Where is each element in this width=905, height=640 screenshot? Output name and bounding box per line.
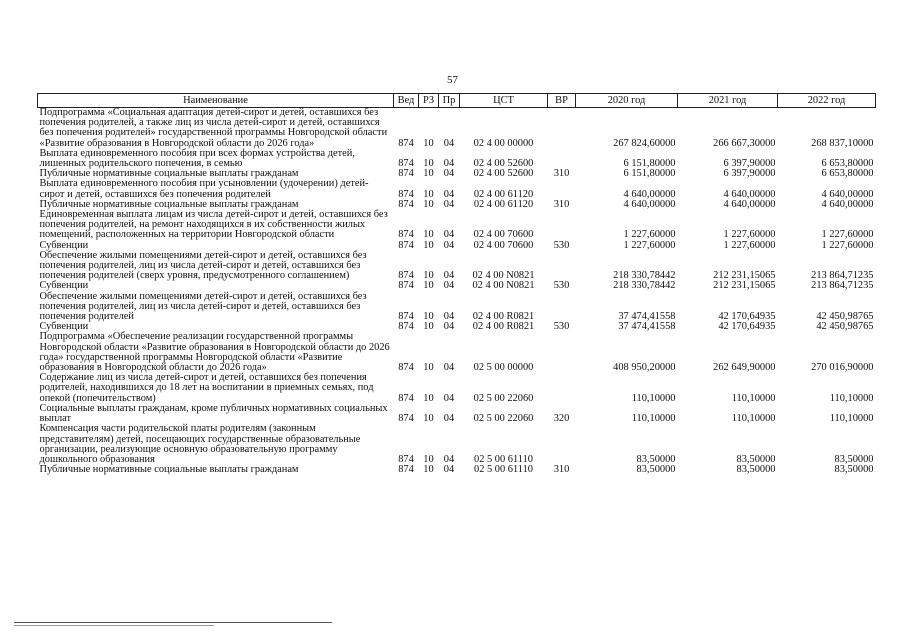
cell-name: Выплата единовременного пособия при усыновлении (удочерении) детей-сирот и детей, оставшихся без попечения родителей	[39, 178, 369, 200]
cell-name: Социальные выплаты гражданам, кроме публичных нормативных социальных выплат	[39, 402, 388, 425]
cell-rz: 10	[423, 188, 434, 200]
cell-vr: 310	[553, 168, 570, 180]
cell-ved: 874	[398, 270, 414, 282]
cell-pr: 04	[443, 280, 455, 292]
cell-pr: 04	[443, 188, 455, 200]
cell-vr: 320	[553, 413, 570, 425]
table-header-row	[38, 94, 876, 108]
cell-2020: 110,10000	[631, 392, 676, 404]
cell-2021: 1 227,60000	[723, 239, 776, 251]
header-name: Наименование	[38, 94, 394, 108]
cell-name: Компенсация части родительской платы родителям (законным представителям) детей, посещающих государственные образовательные организации, реализующие основную образовательную программу дошкольного образования	[39, 423, 361, 465]
cell-name: Субвенции	[39, 321, 89, 333]
cell-rz: 10	[423, 168, 434, 180]
cell-ved: 874	[398, 168, 414, 180]
cell-vr	[548, 292, 576, 323]
cell-2022: 83,50000	[834, 453, 874, 465]
cell-name: Публичные нормативные социальные выплаты гражданам	[39, 168, 299, 180]
cell-cst: 02 5 00 22060	[473, 392, 534, 404]
header-2020: 2020 год	[576, 94, 678, 108]
cell-rz: 10	[423, 453, 434, 465]
cell-2021: 1 227,60000	[723, 229, 776, 241]
cell-2021: 110,10000	[731, 413, 776, 425]
cell-ved: 874	[398, 413, 414, 425]
cell-vr: 530	[553, 239, 570, 251]
cell-2021: 212 231,15065	[713, 270, 776, 282]
cell-rz: 10	[423, 280, 434, 292]
cell-2021: 6 397,90000	[723, 168, 776, 180]
cell-vr	[548, 332, 576, 373]
cell-cst: 02 4 00 52600	[473, 158, 534, 170]
table-row	[38, 465, 876, 475]
cell-rz: 10	[423, 464, 434, 476]
cell-cst: 02 5 00 00000	[473, 362, 534, 374]
cell-pr: 04	[443, 464, 455, 476]
cell-rz: 10	[423, 321, 434, 333]
cell-name: Субвенции	[39, 239, 89, 251]
table-row	[38, 424, 876, 465]
table-row	[38, 292, 876, 323]
table-row	[38, 179, 876, 199]
cell-2021: 212 231,15065	[713, 280, 776, 292]
cell-cst: 02 5 00 61110	[474, 453, 533, 465]
cell-name: Выплата единовременного пособия при всех формах устройства детей, лишенных родительского попечения, в семью	[39, 147, 355, 170]
cell-name: Субвенции	[39, 280, 89, 292]
cell-2022: 6 653,80000	[821, 168, 874, 180]
cell-name: Единовременная выплата лицам из числа детей-сирот и детей, оставшихся без попечения родителей, на ремонт находящихся в их собственности жилых помещений, расположенных на территории Новгородской области	[39, 209, 388, 241]
cell-2020: 83,50000	[636, 464, 676, 476]
page-number: 57	[447, 74, 458, 86]
cell-cst: 02 4 00 R0821	[472, 321, 535, 333]
cell-2022: 270 016,90000	[811, 362, 874, 374]
header-cst: ЦСТ	[460, 94, 548, 108]
cell-ved: 874	[398, 280, 414, 292]
cell-name: Подпрограмма «Обеспечение реализации государственной программы Новгородской области «Развитие образования в Новгородской области до 2026 года» государственной программы Новгородской области «Развитие образования в Новгородской области до 2026 года»	[39, 331, 390, 374]
cell-2022: 6 653,80000	[821, 158, 874, 170]
cell-vr	[548, 149, 576, 169]
table-row	[38, 373, 876, 404]
cell-2020: 1 227,60000	[623, 229, 676, 241]
table-row	[38, 149, 876, 169]
cell-2020: 267 824,60000	[613, 137, 676, 149]
cell-pr: 04	[443, 229, 455, 241]
cell-2021: 262 649,90000	[713, 362, 776, 374]
cell-rz: 10	[423, 270, 434, 282]
cell-pr: 04	[443, 198, 455, 210]
cell-2021: 110,10000	[731, 392, 776, 404]
cell-2020: 83,50000	[636, 453, 676, 465]
cell-2022: 268 837,10000	[811, 137, 874, 149]
cell-cst: 02 4 00 61120	[473, 198, 534, 210]
cell-name: Публичные нормативные социальные выплаты гражданам	[39, 198, 299, 210]
cell-2022: 4 640,00000	[821, 188, 874, 200]
cell-rz: 10	[423, 413, 434, 425]
cell-2022: 42 450,98765	[816, 321, 874, 333]
cell-2021: 42 170,64935	[718, 321, 776, 333]
cell-ved: 874	[398, 321, 414, 333]
cell-vr	[548, 251, 576, 282]
cell-2021: 4 640,00000	[723, 198, 776, 210]
cell-pr: 04	[443, 158, 455, 170]
header-pr: Пр	[439, 94, 460, 108]
cell-2022: 110,10000	[829, 413, 874, 425]
cell-pr: 04	[443, 413, 455, 425]
cell-vr	[548, 108, 576, 149]
cell-vr	[548, 424, 576, 465]
cell-2020: 37 474,41558	[618, 321, 676, 333]
cell-2022: 42 450,98765	[816, 311, 874, 323]
cell-cst: 02 4 00 61120	[473, 188, 534, 200]
cell-pr: 04	[443, 239, 455, 251]
table-body	[38, 108, 876, 476]
cell-rz: 10	[423, 239, 434, 251]
cell-ved: 874	[398, 239, 414, 251]
cell-2020: 218 330,78442	[613, 270, 676, 282]
header-2022: 2022 год	[778, 94, 876, 108]
cell-2021: 83,50000	[736, 453, 776, 465]
header-2021: 2021 год	[678, 94, 778, 108]
cell-name: Содержание лиц из числа детей-сирот и детей, оставшихся без попечения родителей, находившихся до 18 лет на воспитании в приемных семьях, под опекой (попечительством)	[39, 372, 374, 404]
cell-ved: 874	[398, 453, 414, 465]
cell-pr: 04	[443, 311, 455, 323]
cell-2020: 4 640,00000	[623, 198, 676, 210]
cell-2020: 6 151,80000	[623, 168, 676, 180]
cell-2022: 213 864,71235	[811, 270, 874, 282]
cell-ved: 874	[398, 311, 414, 323]
table-row	[38, 332, 876, 373]
cell-vr: 530	[553, 321, 570, 333]
cell-pr: 04	[443, 168, 455, 180]
cell-2021: 266 667,30000	[713, 137, 776, 149]
cell-ved: 874	[398, 158, 414, 170]
header-rz: РЗ	[419, 94, 439, 108]
cell-pr: 04	[443, 362, 455, 374]
cell-2020: 110,10000	[631, 413, 676, 425]
cell-ved: 874	[398, 198, 414, 210]
cell-2022: 83,50000	[834, 464, 874, 476]
cell-2020: 37 474,41558	[618, 311, 676, 323]
cell-name: Обеспечение жилыми помещениями детей-сирот и детей, оставшихся без попечения родителей, лиц из числа детей-сирот и детей, оставшихся без попечения родителей (сверх уровня, предусмотренного соглашением)	[39, 249, 367, 282]
cell-pr: 04	[443, 321, 455, 333]
header-ved: Вед	[394, 94, 419, 108]
cell-rz: 10	[423, 158, 434, 170]
cell-vr: 530	[553, 280, 570, 292]
cell-ved: 874	[398, 188, 414, 200]
cell-rz: 10	[423, 311, 434, 323]
cell-2021: 83,50000	[736, 464, 776, 476]
footer-rule	[14, 622, 332, 623]
cell-cst: 02 5 00 22060	[473, 413, 534, 425]
cell-2021: 4 640,00000	[723, 188, 776, 200]
cell-vr	[548, 373, 576, 404]
cell-2021: 42 170,64935	[718, 311, 776, 323]
cell-2022: 213 864,71235	[811, 280, 874, 292]
cell-pr: 04	[443, 137, 455, 149]
cell-cst: 02 4 00 R0821	[472, 311, 535, 323]
cell-cst: 02 4 00 70600	[473, 239, 534, 251]
cell-ved: 874	[398, 137, 414, 149]
cell-2021: 6 397,90000	[723, 158, 776, 170]
cell-cst: 02 4 00 N0821	[472, 280, 535, 292]
cell-pr: 04	[443, 453, 455, 465]
budget-table	[37, 93, 876, 475]
cell-ved: 874	[398, 229, 414, 241]
cell-rz: 10	[423, 362, 434, 374]
cell-vr	[548, 210, 576, 241]
cell-2022: 1 227,60000	[821, 239, 874, 251]
cell-2022: 4 640,00000	[821, 198, 874, 210]
cell-ved: 874	[398, 392, 414, 404]
cell-vr: 310	[553, 198, 570, 210]
cell-ved: 874	[398, 362, 414, 374]
cell-2020: 1 227,60000	[623, 239, 676, 251]
cell-pr: 04	[443, 270, 455, 282]
cell-cst: 02 4 00 00000	[473, 137, 534, 149]
cell-vr	[548, 179, 576, 199]
cell-cst: 02 4 00 52600	[473, 168, 534, 180]
cell-rz: 10	[423, 198, 434, 210]
cell-ved: 874	[398, 464, 414, 476]
cell-pr: 04	[443, 392, 455, 404]
cell-name: Обеспечение жилыми помещениями детей-сирот и детей, оставшихся без попечения родителей, лиц из числа детей-сирот и детей, оставшихся без попечения родителей	[39, 290, 367, 323]
footer-rule-secondary	[14, 625, 214, 626]
cell-rz: 10	[423, 229, 434, 241]
cell-2022: 110,10000	[829, 392, 874, 404]
cell-cst: 02 4 00 70600	[473, 229, 534, 241]
cell-2020: 6 151,80000	[623, 158, 676, 170]
table-row	[38, 108, 876, 149]
cell-2020: 408 950,20000	[613, 362, 676, 374]
cell-rz: 10	[423, 137, 434, 149]
table-row	[38, 251, 876, 282]
cell-2022: 1 227,60000	[821, 229, 874, 241]
cell-cst: 02 5 00 61110	[474, 464, 533, 476]
table-row	[38, 210, 876, 241]
cell-name: Публичные нормативные социальные выплаты гражданам	[39, 464, 299, 476]
cell-rz: 10	[423, 392, 434, 404]
cell-2020: 218 330,78442	[613, 280, 676, 292]
header-vr: ВР	[548, 94, 576, 108]
cell-name: Подпрограмма «Социальная адаптация детей-сирот и детей, оставшихся без попечения родителей, а также лиц из числа детей-сирот и детей, оставшихся без попечения родителей» государственной программы Новгородской области «Развитие образования в Новгородской области до 2026 года»	[39, 107, 388, 149]
cell-cst: 02 4 00 N0821	[472, 270, 535, 282]
cell-2020: 4 640,00000	[623, 188, 676, 200]
cell-vr: 310	[553, 464, 570, 476]
table-row	[38, 404, 876, 424]
